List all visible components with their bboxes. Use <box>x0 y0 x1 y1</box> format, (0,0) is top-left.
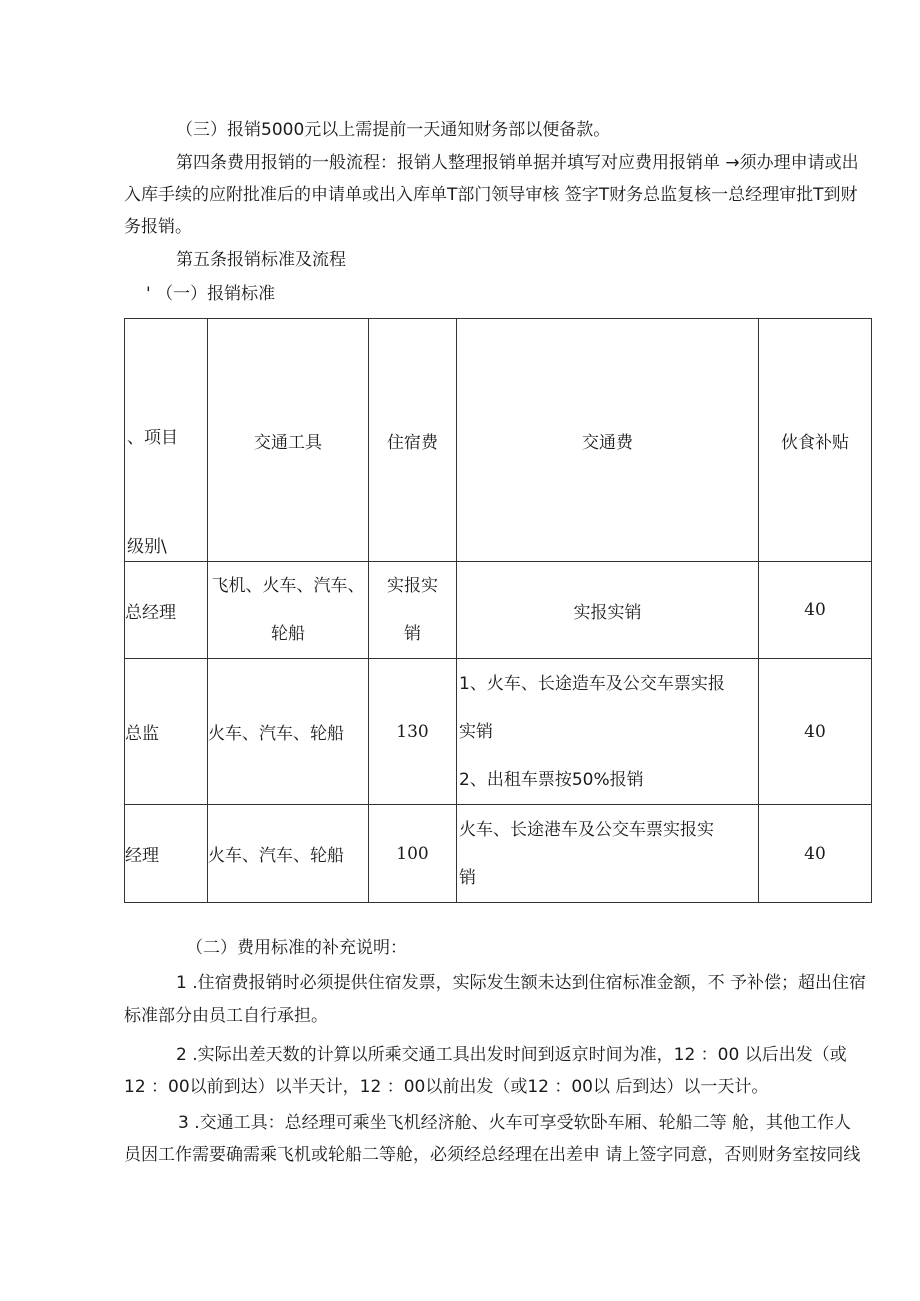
transport-fee-line: 2、出租车票按50%报销 <box>459 769 644 790</box>
header-meal-allowance: 伙食补贴 <box>759 319 872 562</box>
meal-allowance-cell: 40 <box>759 562 872 659</box>
lodging-line: 实报实 <box>387 576 438 596</box>
transport-tool-line: 轮船 <box>271 624 305 644</box>
transport-tool-line: 飞机、火车、汽车、 <box>211 576 365 596</box>
notes-heading: （二）费用标准的补充说明： <box>186 938 407 958</box>
transport-fee-line: 1、火车、长途造车及公交车票实报 <box>459 673 725 694</box>
reimbursement-standard-table <box>124 318 872 903</box>
lodging-cell <box>369 562 457 659</box>
table-header-row <box>125 319 872 562</box>
header-item-label: 、项目 <box>127 428 178 448</box>
lodging-line: 销 <box>404 624 421 644</box>
intro-line-4: 务报销。 <box>124 217 192 237</box>
note-1-line-1: 1 .住宿费报销时必须提供住宿发票，实际发生额未达到住宿标准金额，不 予补偿；超出住宿 <box>176 973 867 993</box>
transport-fee-cell <box>457 659 759 805</box>
transport-fee-cell: 实报实销 <box>457 562 759 659</box>
table-row <box>125 562 872 659</box>
header-transport-fee: 交通费 <box>457 319 759 562</box>
note-2-line-1: 2 .实际出差天数的计算以所乘交通工具出发时间到返京时间为准，12 ：00 以后出发（或 <box>176 1045 847 1065</box>
intro-line-3: 入库手续的应附批准后的申请单或出入库单T部门领导审核 签字T财务总监复核一总经理审批T到财 <box>124 185 858 205</box>
note-3-line-2: 员因工作需要确需乘飞机或轮船二等舱，必须经总经理在出差申 请上签字同意，否则财务室按同线 <box>124 1145 861 1165</box>
note-2-line-2: 12 ：00以前到达）以半天计，12 ：00以前出发（或12 ：00以 后到达）以一天计。 <box>124 1077 769 1097</box>
header-level-label: 级别\ <box>127 537 167 557</box>
intro-line-1: （三）报销5000元以上需提前一天通知财务部以便备款。 <box>176 120 611 140</box>
lodging-cell: 130 <box>369 659 457 805</box>
note-3-line-1: 3 .交通工具：总经理可乘坐飞机经济舱、火车可享受软卧车厢、轮船二等 舱，其他工作人 <box>178 1113 852 1133</box>
transport-tool-cell: 火车、汽车、轮船 <box>208 659 369 805</box>
level-cell: 总经理 <box>125 562 208 659</box>
header-diagonal-cell <box>125 319 208 562</box>
header-lodging: 住宿费 <box>369 319 457 562</box>
transport-fee-line: 实销 <box>459 721 493 742</box>
subsection-heading: ' （一）报销标准 <box>146 284 276 304</box>
level-cell: 经理 <box>125 805 208 903</box>
intro-line-2: 第四条费用报销的一般流程：报销人整理报销单据并填写对应费用报销单 →须办理申请或出 <box>176 153 859 173</box>
transport-fee-line: 销 <box>459 867 476 888</box>
header-transport-tool: 交通工具 <box>208 319 369 562</box>
transport-tool-cell: 火车、汽车、轮船 <box>208 805 369 903</box>
meal-allowance-cell: 40 <box>759 659 872 805</box>
transport-tool-cell <box>208 562 369 659</box>
meal-allowance-cell: 40 <box>759 805 872 903</box>
level-cell: 总监 <box>125 659 208 805</box>
lodging-cell: 100 <box>369 805 457 903</box>
table-row <box>125 805 872 903</box>
table-row <box>125 659 872 805</box>
transport-fee-cell <box>457 805 759 903</box>
note-1-line-2: 标准部分由员工自行承担。 <box>124 1006 328 1026</box>
section-heading: 第五条报销标准及流程 <box>176 250 346 270</box>
transport-fee-line: 火车、长途港车及公交车票实报实 <box>459 819 714 840</box>
